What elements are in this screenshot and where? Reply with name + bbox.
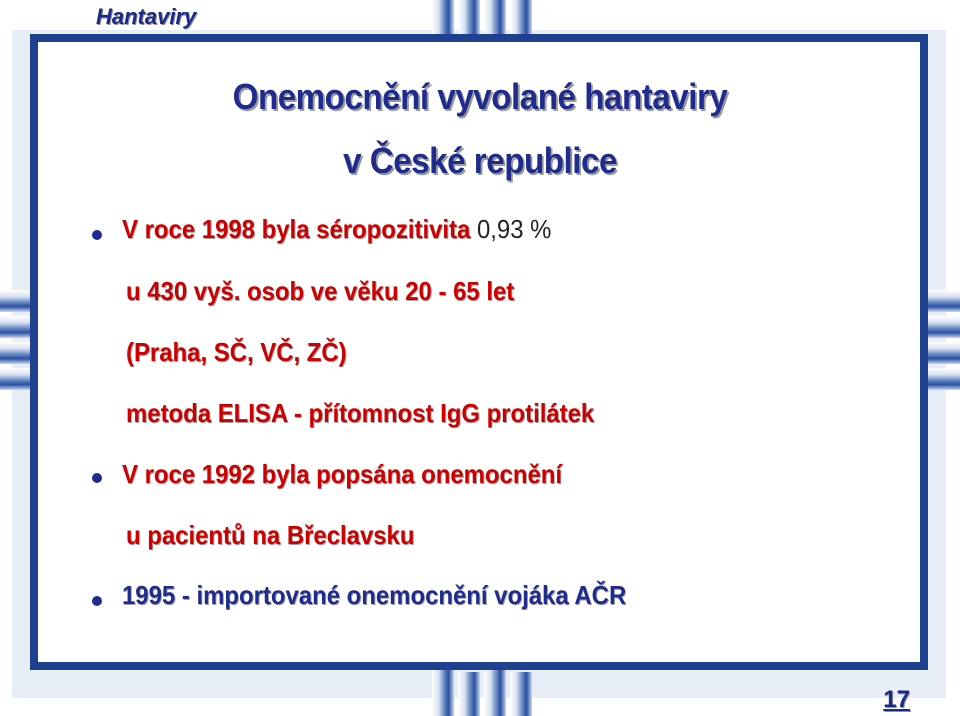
decorative-tile [458, 672, 480, 716]
list-item: V roce 1992 byla popsána onemocnění [122, 459, 563, 489]
slide-title-line1: Onemocnění vyvolané hantaviry [232, 76, 728, 117]
decorative-tile [510, 672, 532, 716]
bullet-icon [92, 473, 102, 483]
bullet-icon [92, 230, 102, 240]
list-item: u 430 vyš. osob ve věku 20 - 65 let [126, 276, 515, 306]
list-item: (Praha, SČ, VČ, ZČ) [126, 337, 347, 367]
header-label: Hantaviry [96, 4, 197, 29]
list-item: u pacientů na Břeclavsku [126, 520, 415, 550]
list-item: metoda ELISA - přítomnost IgG protilátek [126, 398, 595, 428]
slide-title-line2: v České republice [343, 140, 617, 181]
page-number: 17 [883, 686, 910, 713]
seropositivity-value: 0,93 % [470, 214, 552, 244]
item-text: V roce 1998 byla séropozitivita [122, 214, 471, 244]
list-item [122, 214, 551, 245]
list-item: 1995 - importované onemocnění vojáka AČR [122, 580, 627, 610]
bullet-icon [92, 596, 102, 606]
